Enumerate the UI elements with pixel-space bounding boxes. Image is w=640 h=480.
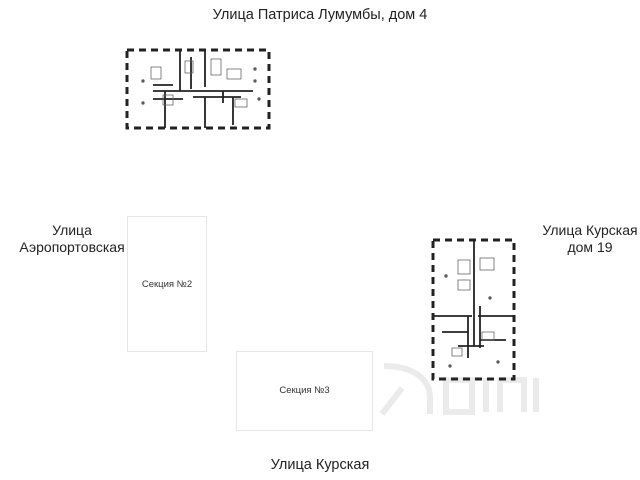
section-2-outline — [127, 216, 207, 352]
plan-right-fixtures — [445, 258, 500, 367]
street-label-right — [520, 222, 640, 256]
cian-logo-watermark-icon — [372, 358, 552, 420]
plan-top-walls — [153, 50, 253, 128]
plan-right-walls — [433, 240, 514, 358]
street-label-right-line2: дом 19 — [567, 239, 613, 255]
street-label-left-line1: Улица — [52, 222, 92, 238]
street-label-left-line2: Аэропортовская — [19, 239, 125, 255]
floor-plan-top — [123, 47, 273, 133]
street-label-right-line1: Улица Курская — [542, 222, 638, 238]
plan-top-outline — [127, 50, 269, 128]
section-2-label: Секция №2 — [141, 279, 193, 290]
section-3-outline — [236, 351, 373, 431]
street-label-bottom: Улица Курская — [270, 457, 370, 473]
section-3-label: Секция №3 — [279, 385, 330, 396]
street-label-top: Улица Патриса Лумумбы, дом 4 — [212, 7, 428, 23]
